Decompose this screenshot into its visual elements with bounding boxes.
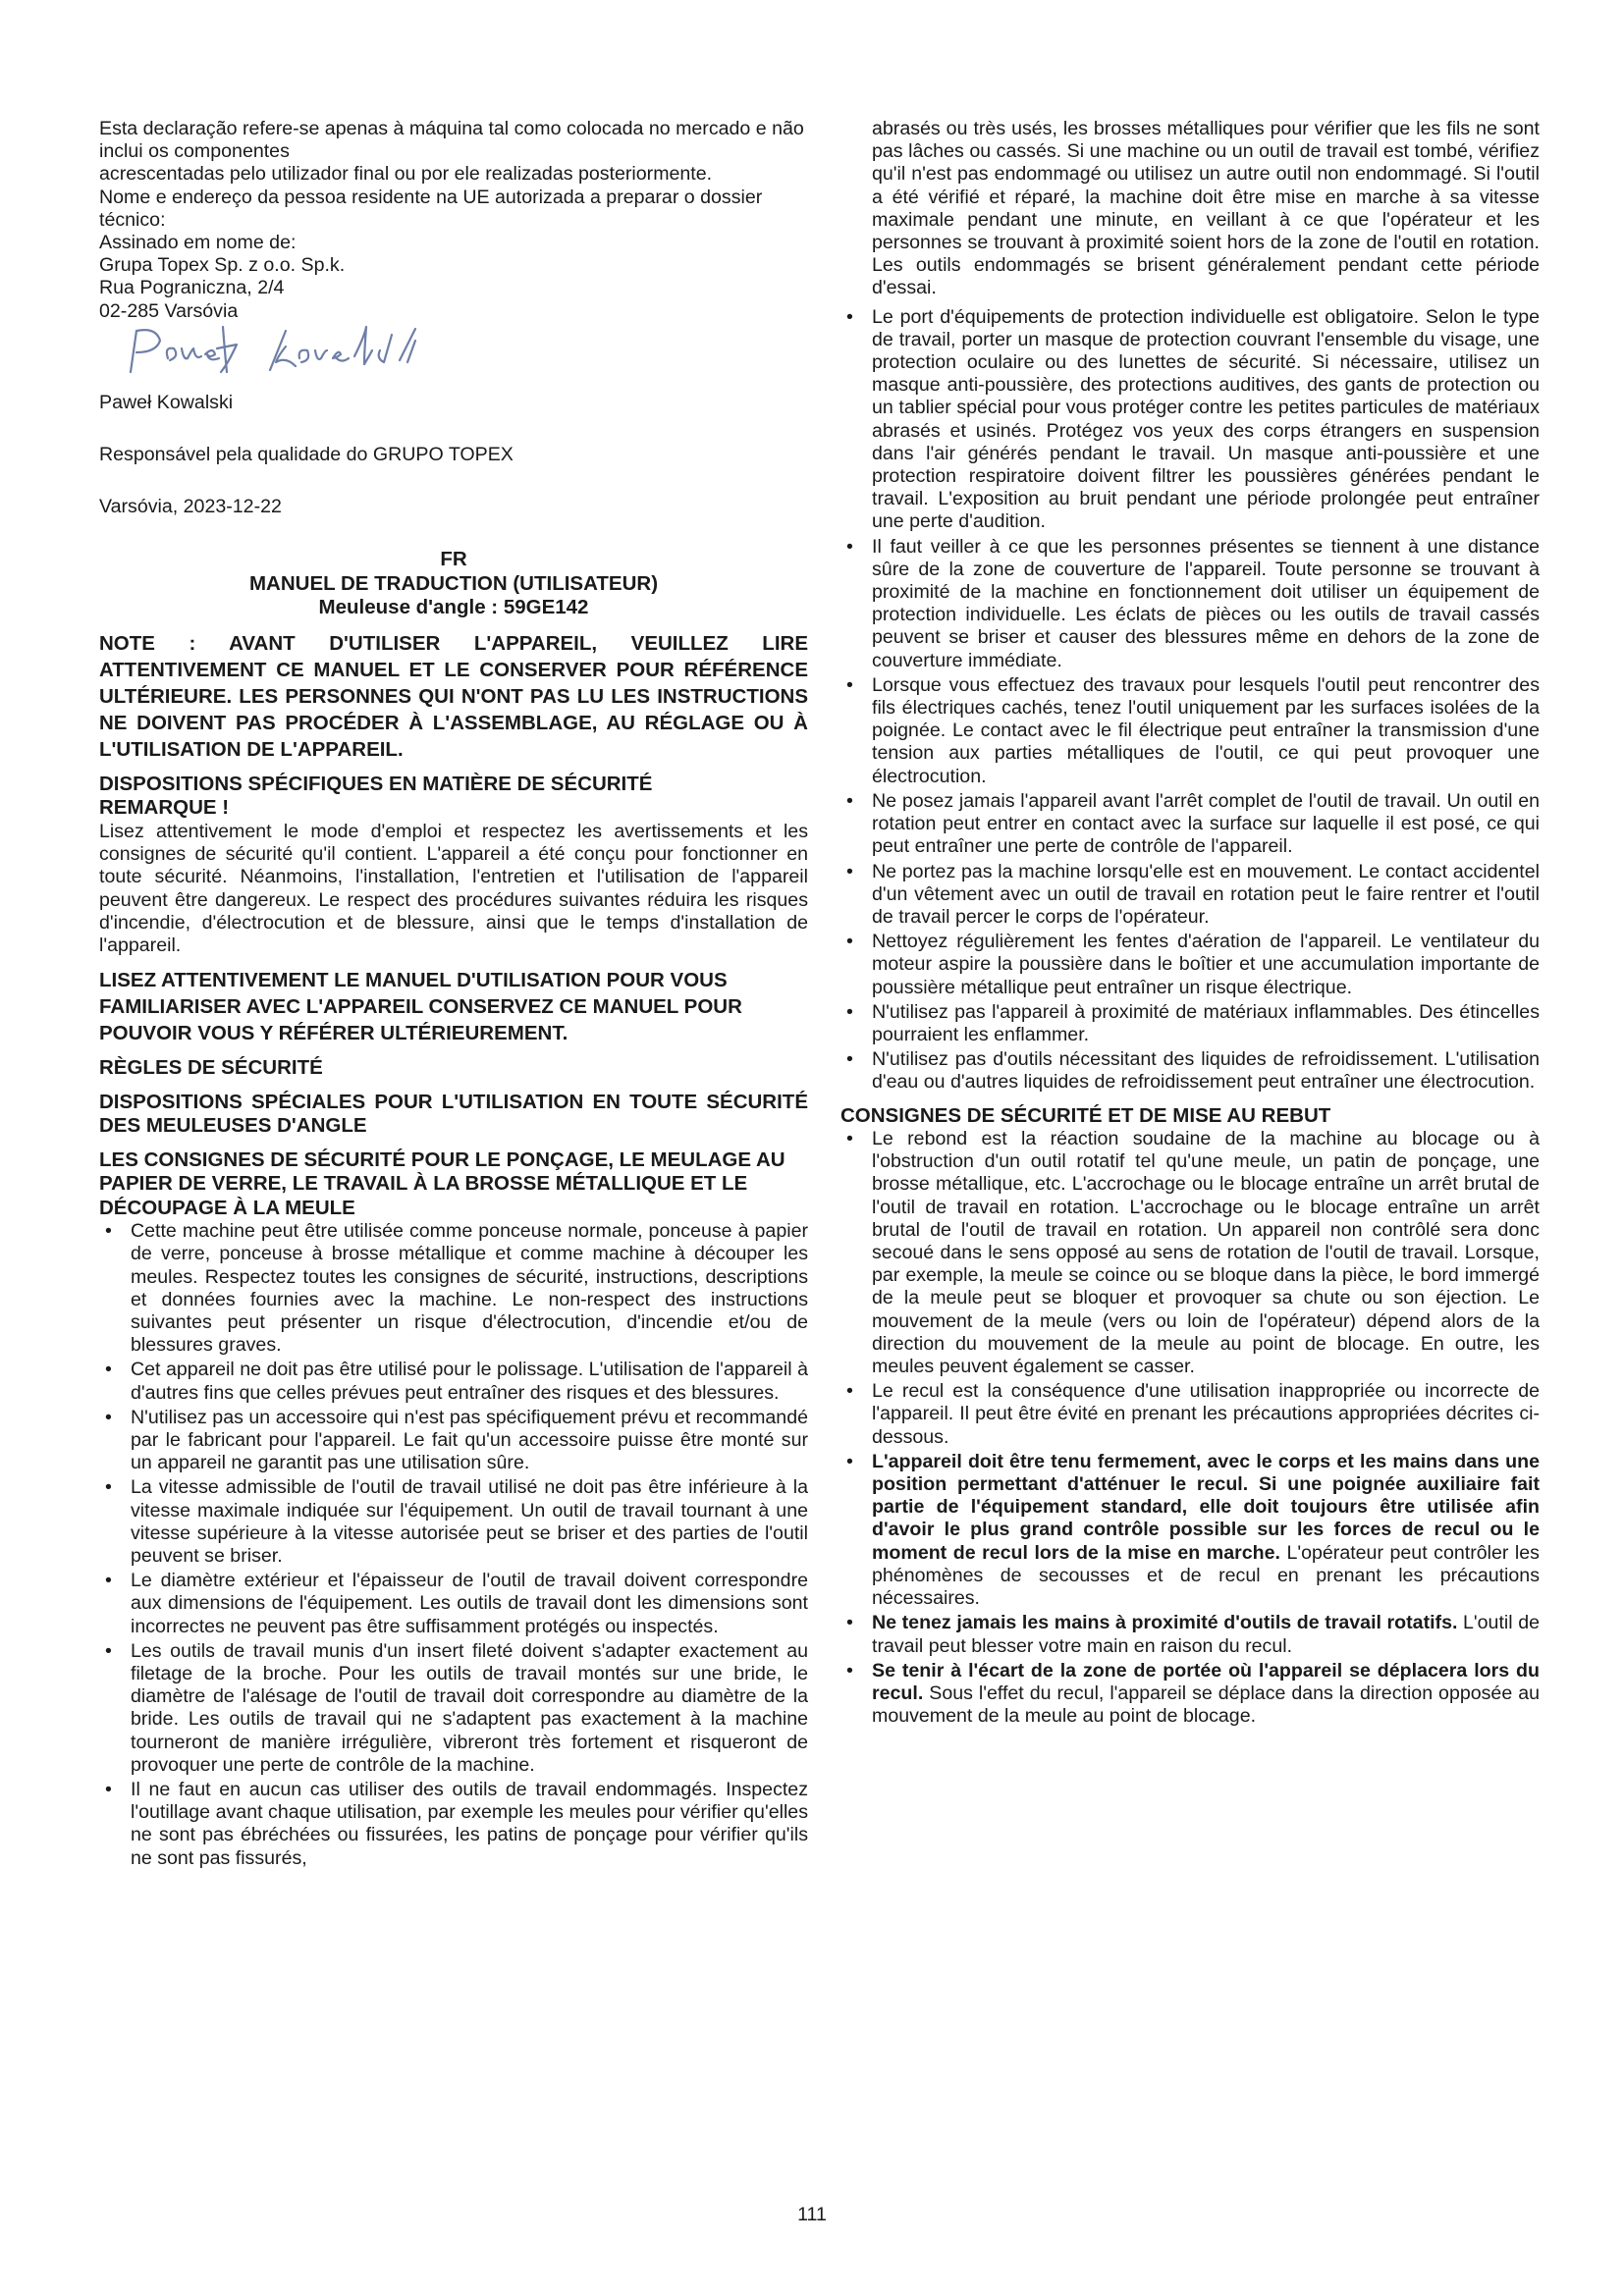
list-item: • Lorsque vous effectuez des travaux pour lesquels l'outil peut rencontrer des fils électriques cachés, tenez l'outil uniquement par les surfaces isolées de la poignée. Le contact avec le fil électrique peut entraîner la transmission d'une tension aux parties métalliques de l'outil, ce qui peut provoquer une électrocution. — [840, 674, 1540, 788]
page-number: 111 — [797, 2204, 827, 2225]
list-item: • Les outils de travail munis d'un insert fileté doivent s'adapter exactement au filetage de la broche. Pour les outils de travail montés sur une bride, le diamètre de l'alésage de l'outil de travail doit correspondre au diamètre de la bride. Les outils de travail qui ne s'adaptent pas exactement à la machine tourneront de manière irrégulière, vibreront très fortement et risqueront de provoquer une perte de contrôle de la machine. — [99, 1640, 808, 1777]
continued-text: abrasés ou très usés, les brosses métalliques pour vérifier que les fils ne sont pas lâches ou cassés. Si une machine ou un outil de travail est tombé, vérifiez qu'il n'est pas endommagé ou utilisez un autre outil non endommagé. Si l'outil a été vérifié et réparé, la machine doit être mise en marche à sa vitesse maximale pendant une minute, en veillant à ce que l'opérateur et les personnes se trouvant à proximité soient hors de la zone de l'outil en rotation. Les outils endommagés se brisent généralement pendant cette période d'essai. — [872, 118, 1540, 299]
remark-text: Lisez attentivement le mode d'emploi et respectez les avertissements et les consignes de sécurité qu'il contient. L'appareil a été conçu pour fonctionner en toute sécurité. Néanmoins, l'installation, l'entretien et l'utilisation de l'appareil peuvent être dangereux. Le respect des procédures suivantes réduira les risques d'incendie, d'électrocution et de blessure, ainsi que le temps d'installation de l'appareil. — [99, 820, 808, 956]
bold-instruction: L'appareil doit être tenu fermement, avec le corps et les mains dans une position permettant d'atténuer le recul. Si une poignée auxiliaire fait partie de l'équipement standard, elle doit toujours être utilisée afin d'avoir le plus grand contrôle possible sur les forces de recul ou le moment de recul lors de la mise en marche. — [872, 1450, 1540, 1564]
bold-instruction: Ne tenez jamais les mains à proximité d'outils de travail rotatifs. — [872, 1612, 1458, 1634]
list-item: • Le recul est la conséquence d'une utilisation inappropriée ou incorrecte de l'appareil. Il peut être évité en prenant les précautions appropriées décrites ci-dessous. — [840, 1380, 1540, 1449]
heading-safety-rules: RÈGLES DE SÉCURITÉ — [99, 1056, 323, 1080]
left-bullet-list — [99, 1220, 808, 1870]
note-warning: NOTE : AVANT D'UTILISER L'APPAREIL, VEUILLEZ LIRE ATTENTIVEMENT CE MANUEL ET LE CONSERVER POUR RÉFÉRENCE ULTÉRIEURE. LES PERSONNES QUI N'ONT PAS LU LES INSTRUCTIONS NE DOIVENT PAS PROCÉDER À L'ASSEMBLAGE, AU RÉGLAGE OU À L'UTILISATION DE L'APPAREIL. — [99, 631, 808, 761]
list-item: • Cette machine peut être utilisée comme ponceuse normale, ponceuse à papier de verre, ponceuse à brosse métallique et comme machine à découper les meules. Respectez toutes les consignes de sécurité, instructions, descriptions et données fournies avec la machine. Le non-respect des instructions suivantes peut présenter un risque d'électrocution, d'incendie et/ou de blessures graves. — [99, 1220, 808, 1357]
manual-title: MANUEL DE TRADUCTION (UTILISATEUR) — [248, 571, 659, 595]
list-item: • Le rebond est la réaction soudaine de la machine au blocage ou à l'obstruction d'un outil rotatif tel qu'une meule, un patin de ponçage, une brosse métallique, etc. L'accrochage ou le blocage entraîne un arrêt brutal de l'outil de travail en rotation. L'accrochage ou le blocage entraîne un arrêt brutal de l'outil de travail en rotation. Un appareil non contrôlé sera donc secoué dans le sens opposé au sens de rotation de l'outil de travail. Lorsque, par exemple, la meule se coince ou se bloque dans la pièce, le bord immergé de la meule peut se bloquer et provoquer sa chute ou son éjection. Le mouvement de la meule (vers ou loin de l'opérateur) dépend alors de la direction du mouvement de la meule au point de blocage. En outre, les meules peuvent également se casser. — [840, 1128, 1540, 1378]
bold-instruction: Se tenir à l'écart de la zone de portée où l'appareil se déplacera lors du recul. — [872, 1659, 1540, 1704]
read-manual-warning: LISEZ ATTENTIVEMENT LE MANUEL D'UTILISATION POUR VOUS FAMILIARISER AVEC L'APPAREIL CONSERVEZ CE MANUEL POUR POUVOIR VOUS Y RÉFÉRER ULTÉRIEUREMENT. — [99, 969, 742, 1045]
heading-remark: REMARQUE ! — [99, 796, 230, 820]
heading-special-provisions: DISPOSITIONS SPÉCIALES POUR L'UTILISATION EN TOUTE SÉCURITÉ DES MEULEUSES D'ANGLE — [99, 1090, 808, 1138]
list-item — [840, 1612, 1540, 1657]
list-item: • Ne posez jamais l'appareil avant l'arrêt complet de l'outil de travail. Un outil en rotation peut entrer en contact avec la surface sur laquelle il est posé, ce qui peut entraîner une perte de contrôle de l'appareil. — [840, 790, 1540, 859]
language-code: FR — [440, 548, 467, 571]
list-item: • N'utilisez pas l'appareil à proximité de matériaux inflammables. Des étincelles pourraient les enflammer. — [840, 1001, 1540, 1046]
list-item: • Il ne faut en aucun cas utiliser des outils de travail endommagés. Inspectez l'outillage avant chaque utilisation, par exemple les meules pour vérifier qu'elles ne sont pas ébréchées ou fissurées, les patins de ponçage pour vérifier qu'ils ne sont pas fissurés, — [99, 1779, 808, 1870]
list-item: • Le port d'équipements de protection individuelle est obligatoire. Selon le type de travail, porter un masque de protection couvrant l'ensemble du visage, une protection oculaire ou des lunettes de sécurité. Si nécessaire, utilisez un masque anti-poussière, des protections auditives, des gants de protection ou un tablier spécial pour vous protéger contre les petites particules de matériaux abrasés et usinés. Protégez vos yeux des corps étrangers en suspension dans l'air générés pendant le travail. Un masque anti-poussière et une protection respiratoire doivent filtrer les poussières générées pendant le travail. L'exposition au bruit pendant une période prolongée peut entraîner une perte d'audition. — [840, 306, 1540, 534]
heading-grinding-instructions: LES CONSIGNES DE SÉCURITÉ POUR LE PONÇAGE, LE MEULAGE AU PAPIER DE VERRE, LE TRAVAIL À LA BROSSE MÉTALLIQUE ET LE DÉCOUPAGE À LA MEULE — [99, 1148, 785, 1219]
kickback-bullet-list — [840, 1128, 1540, 1728]
product-name: Meuleuse d'angle : 59GE142 — [318, 596, 589, 619]
handwritten-signature-icon — [123, 323, 496, 392]
list-item: • Le diamètre extérieur et l'épaisseur de l'outil de travail doivent correspondre aux dimensions de l'équipement. Les outils de travail dont les dimensions sont incorrectes ne peuvent pas être suffisamment protégés ou inspectés. — [99, 1570, 808, 1638]
left-column — [99, 118, 808, 1872]
signer-name: Paweł Kowalski — [99, 391, 234, 413]
instruction-text: L'outil de travail peut blesser votre main en raison du recul. — [872, 1612, 1540, 1657]
instruction-text: L'opérateur peut contrôler les phénomènes de secousses et de recul en prenant les précautions nécessaires. — [872, 1541, 1540, 1610]
company-street: Rua Pograniczna, 2/4 — [99, 277, 285, 299]
declaration-date: Varsóvia, 2023-12-22 — [99, 496, 282, 518]
list-item — [840, 1660, 1540, 1729]
declaration-text-3: Nome e endereço da pessoa residente na UE autorizada a preparar o dossier técnico: — [99, 186, 763, 231]
instruction-text: Sous l'effet du recul, l'appareil se déplace dans la direction opposée au mouvement de la meule au point de blocage. — [872, 1682, 1540, 1728]
declaration-text: Esta declaração refere-se apenas à máquina tal como colocada no mercado e não inclui os componentes — [99, 118, 804, 163]
list-item: • Cet appareil ne doit pas être utilisé pour le polissage. L'utilisation de l'appareil à d'autres fins que celles prévues peut entraîner des risques et des blessures. — [99, 1359, 808, 1404]
list-item: • Nettoyez régulièrement les fentes d'aération de l'appareil. Le ventilateur du moteur aspire la poussière dans le boîtier et une accumulation importante de poussière métallique peut entraîner un risque électrique. — [840, 931, 1540, 999]
list-item: • Ne portez pas la machine lorsqu'elle est en mouvement. Le contact accidentel d'un vêtement avec un outil de travail en rotation peut le faire rentrer et l'outil de travail percer le corps de l'opérateur. — [840, 861, 1540, 930]
declaration-text-2: acrescentadas pelo utilizador final ou por ele realizadas posteriormente. — [99, 163, 713, 186]
list-item: • Il faut veiller à ce que les personnes présentes se tiennent à une distance sûre de la zone de couverture de l'appareil. Toute personne se trouvant à proximité de la machine en fonctionnement doit utiliser un équipement de protection individuelle. Les éclats de pièces ou les outils de travail cassés peuvent se briser et causer des blessures même en dehors de la zone de couverture immédiate. — [840, 536, 1540, 672]
company-city: 02-285 Varsóvia — [99, 299, 239, 322]
list-item: • La vitesse admissible de l'outil de travail utilisé ne doit pas être inférieure à la vitesse maximale indiquée sur l'équipement. Un outil de travail tournant à une vitesse supérieure à la vitesse autorisée peut se briser et des parties de l'outil peuvent se briser. — [99, 1476, 808, 1568]
right-bullet-list — [840, 306, 1540, 1095]
list-item — [840, 1451, 1540, 1610]
list-item: • N'utilisez pas d'outils nécessitant des liquides de refroidissement. L'utilisation d'eau ou d'autres liquides de refroidissement peut entraîner une électrocution. — [840, 1048, 1540, 1094]
company-name: Grupa Topex Sp. z o.o. Sp.k. — [99, 254, 346, 277]
signature-image — [99, 323, 808, 392]
heading-kickback-safety: CONSIGNES DE SÉCURITÉ ET DE MISE AU REBUT — [840, 1103, 1331, 1127]
signed-on-behalf: Assinado em nome de: — [99, 232, 297, 254]
list-item: • N'utilisez pas un accessoire qui n'est pas spécifiquement prévu et recommandé par le fabricant pour l'appareil. Le fait qu'un accessoire puisse être monté sur un appareil ne garantit pas une utilisation sûre. — [99, 1407, 808, 1475]
right-column — [840, 118, 1540, 1730]
signer-role: Responsável pela qualidade do GRUPO TOPEX — [99, 444, 514, 466]
heading-specific-safety: DISPOSITIONS SPÉCIFIQUES EN MATIÈRE DE SÉCURITÉ — [99, 772, 653, 795]
